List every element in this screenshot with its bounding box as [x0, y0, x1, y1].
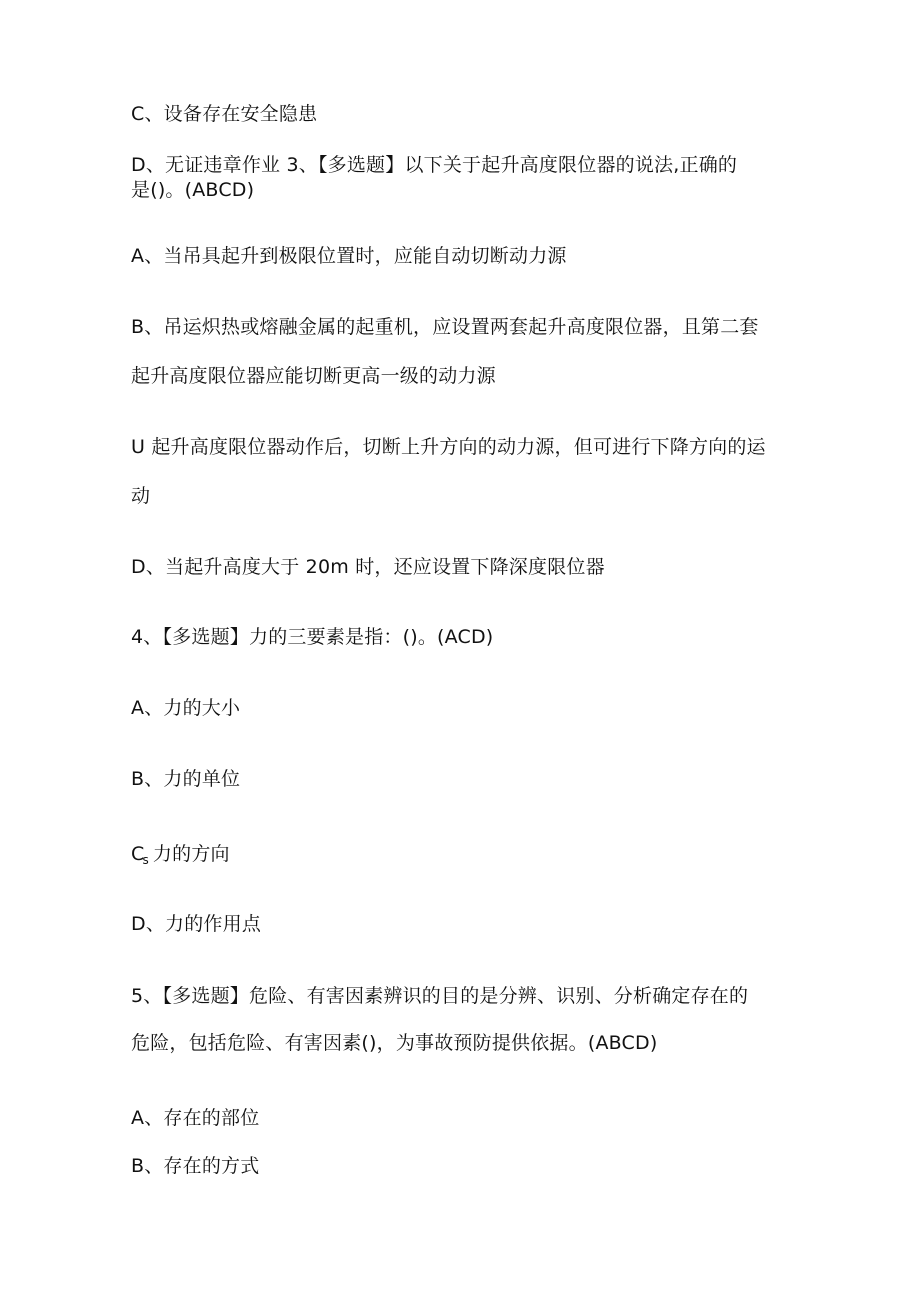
- question-5-option-b: B、存在的方式: [131, 1155, 260, 1177]
- question-4-option-d: D、力的作用点: [131, 913, 262, 935]
- question-5-stem-line-1: 5、【多选题】危险、有害因素辨识的目的是分辨、识别、分析确定存在的: [131, 985, 749, 1007]
- option-d-and-question-3: D、无证违章作业 3、【多选题】以下关于起升高度限位器的说法,正确的: [131, 154, 738, 176]
- question-3-answer: 是()。(ABCD): [131, 179, 255, 201]
- question-5-option-a: A、存在的部位: [131, 1107, 260, 1129]
- question-3-option-b-line-2: 起升高度限位器应能切断更高一级的动力源: [131, 365, 496, 387]
- question-4-option-c: [131, 842, 801, 868]
- question-3-option-c-line-2: 动: [131, 485, 151, 507]
- option-c-letter: C: [131, 843, 145, 865]
- question-3-option-b-line-1: B、吊运炽热或熔融金属的起重机，应设置两套起升高度限位器，且第二套: [131, 316, 759, 338]
- question-4-option-b: B、力的单位: [131, 768, 241, 790]
- question-4-option-a: A、力的大小: [131, 697, 241, 719]
- question-4-stem: 4、【多选题】力的三要素是指：()。(ACD): [131, 626, 494, 648]
- question-3-option-d: D、当起升高度大于 20m 时，还应设置下降深度限位器: [131, 556, 605, 578]
- option-c-subscript: s: [142, 853, 149, 867]
- option-c-text: 力的方向: [152, 843, 230, 865]
- question-3-option-a: A、当吊具起升到极限位置时，应能自动切断动力源: [131, 245, 567, 267]
- question-3-option-c-line-1: U 起升高度限位器动作后，切断上升方向的动力源，但可进行下降方向的运: [131, 436, 766, 458]
- question-5-stem-line-2: 危险，包括危险、有害因素()，为事故预防提供依据。(ABCD): [131, 1032, 658, 1054]
- option-c-safety-hazard: C、设备存在安全隐患: [131, 103, 318, 125]
